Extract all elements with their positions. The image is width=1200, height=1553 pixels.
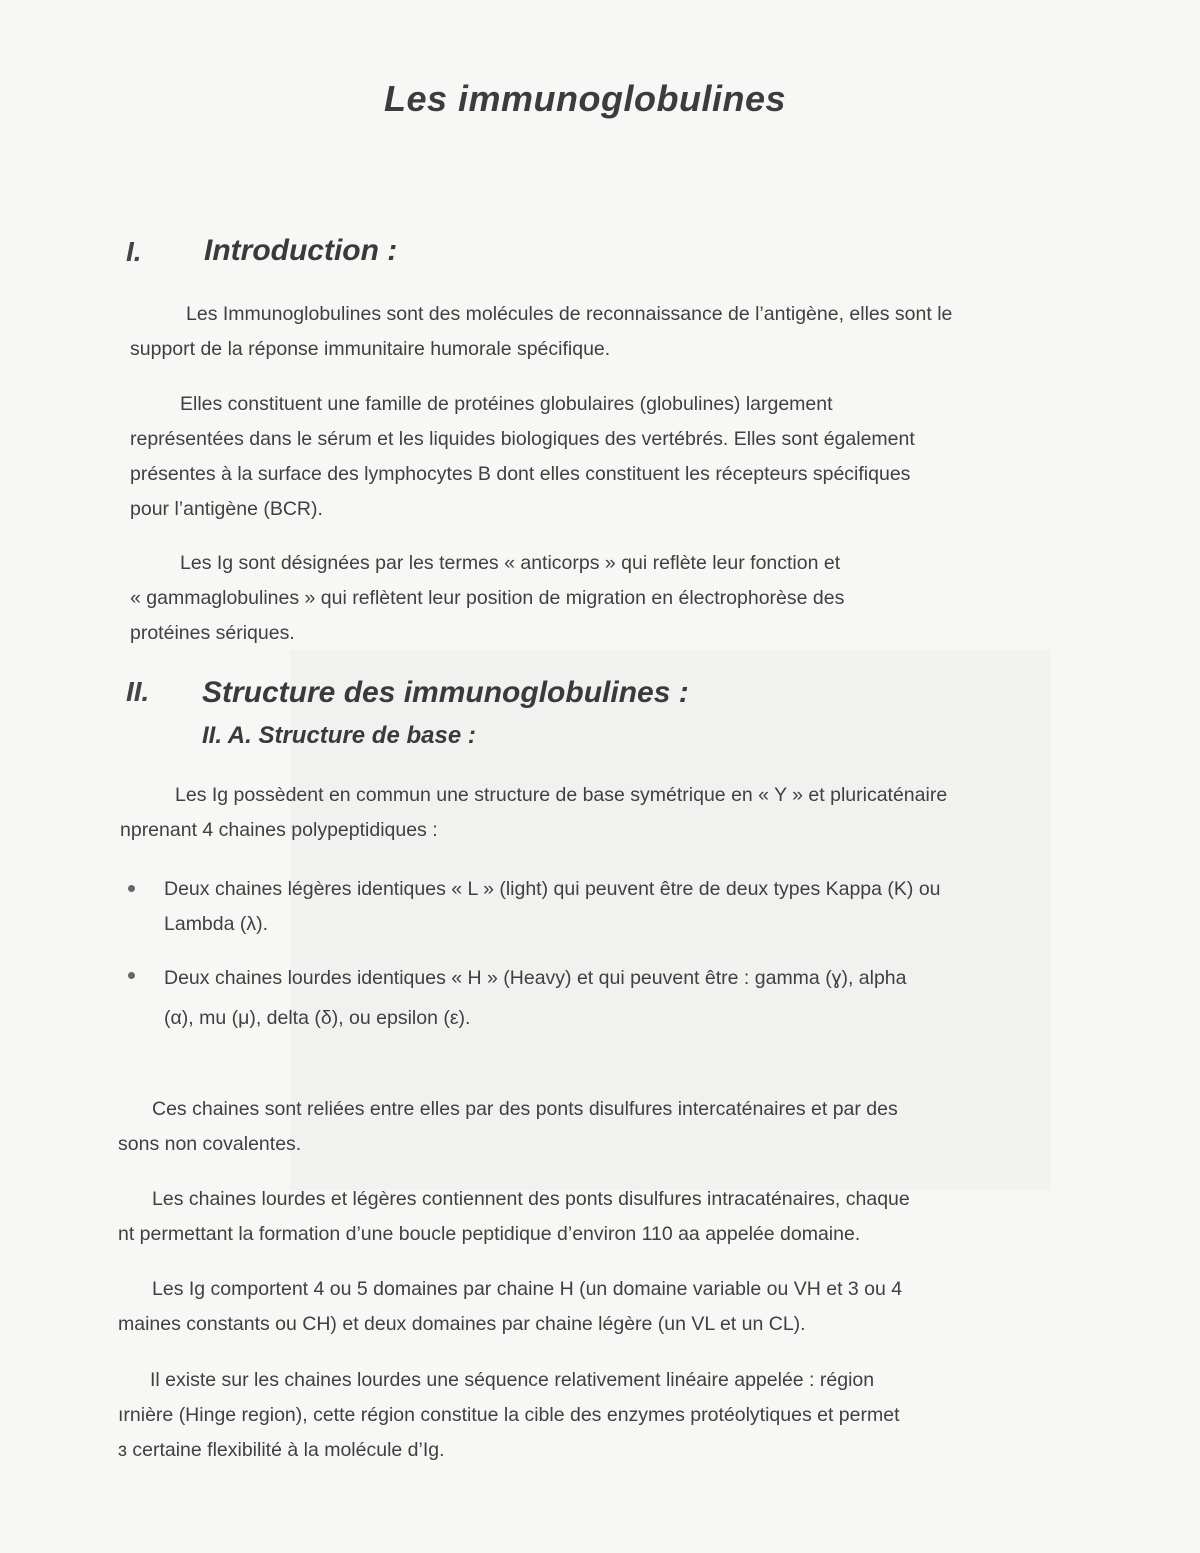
- text-line: Les Ig comportent 4 ou 5 domaines par chaine H (un domaine variable ou VH et 3 ou 4: [152, 1278, 903, 1300]
- section-heading: Structure des immunoglobulines :: [202, 676, 689, 709]
- section-number: I.: [126, 236, 142, 267]
- text-line: ırnière (Hinge region), cette région constitue la cible des enzymes protéolytiques et permet: [118, 1404, 900, 1426]
- document-title: Les immunoglobulines: [383, 78, 787, 119]
- text-line: Deux chaines lourdes identiques « H » (Heavy) et qui peuvent être : gamma (ɣ), alpha: [164, 967, 907, 989]
- paragraph: [130, 387, 915, 527]
- text-line: « gammaglobulines » qui reflètent leur position de migration en électrophorèse des: [130, 587, 845, 609]
- paragraph: [118, 1092, 898, 1162]
- section-heading: Introduction :: [204, 234, 398, 267]
- subsection-heading: II. A. Structure de base :: [202, 722, 476, 749]
- list-item: [164, 872, 941, 942]
- text-line: support de la réponse immunitaire humorale spécifique.: [130, 338, 611, 360]
- bullet-icon: [128, 885, 135, 892]
- text-line: Lambda (λ).: [164, 913, 269, 935]
- text-line: maines constants ou CH) et deux domaines par chaine légère (un VL et un CL).: [118, 1313, 806, 1335]
- text-line: Les Immunoglobulines sont des molécules de reconnaissance de l’antigène, elles sont le: [186, 303, 953, 325]
- paragraph: [118, 1272, 902, 1342]
- paragraph: [130, 546, 844, 651]
- bullet-icon: [128, 972, 135, 979]
- text-line: sons non covalentes.: [118, 1133, 302, 1155]
- list-item: [164, 958, 907, 1038]
- text-line: Elles constituent une famille de protéines globulaires (globulines) largement: [180, 393, 833, 415]
- paragraph: [118, 1363, 900, 1468]
- text-line: présentes à la surface des lymphocytes B dont elles constituent les récepteurs spécifiques: [130, 463, 911, 485]
- text-line: Il existe sur les chaines lourdes une séquence relativement linéaire appelée : région: [150, 1369, 875, 1391]
- section-number: II.: [126, 676, 150, 707]
- text-line: Les Ig sont désignées par les termes « anticorps » qui reflète leur fonction et: [180, 552, 841, 574]
- text-line: nt permettant la formation d’une boucle peptidique d’environ 110 aa appelée domaine.: [118, 1223, 861, 1245]
- text-line: Les chaines lourdes et légères contiennent des ponts disulfures intracaténaires, chaque: [152, 1188, 910, 1210]
- paragraph: [130, 297, 952, 367]
- text-line: Les Ig possèdent en commun une structure de base symétrique en « Y » et pluricaténaire: [175, 784, 948, 806]
- text-line: pour l’antigène (BCR).: [130, 498, 323, 520]
- text-line: nprenant 4 chaines polypeptidiques :: [120, 819, 438, 841]
- text-line: représentées dans le sérum et les liquides biologiques des vertébrés. Elles sont également: [130, 428, 915, 450]
- text-line: Deux chaines légères identiques « L » (light) qui peuvent être de deux types Kappa (K) ou: [164, 878, 941, 900]
- paragraph: [118, 1182, 910, 1252]
- text-line: (α), mu (μ), delta (δ), ou epsilon (ε).: [164, 1007, 471, 1029]
- text-line: Ces chaines sont reliées entre elles par des ponts disulfures intercaténaires et par des: [152, 1098, 898, 1120]
- text-line: ɜ certaine flexibilité à la molécule d’Ig.: [118, 1439, 445, 1461]
- text-line: protéines sériques.: [130, 622, 295, 644]
- paragraph: [120, 778, 947, 848]
